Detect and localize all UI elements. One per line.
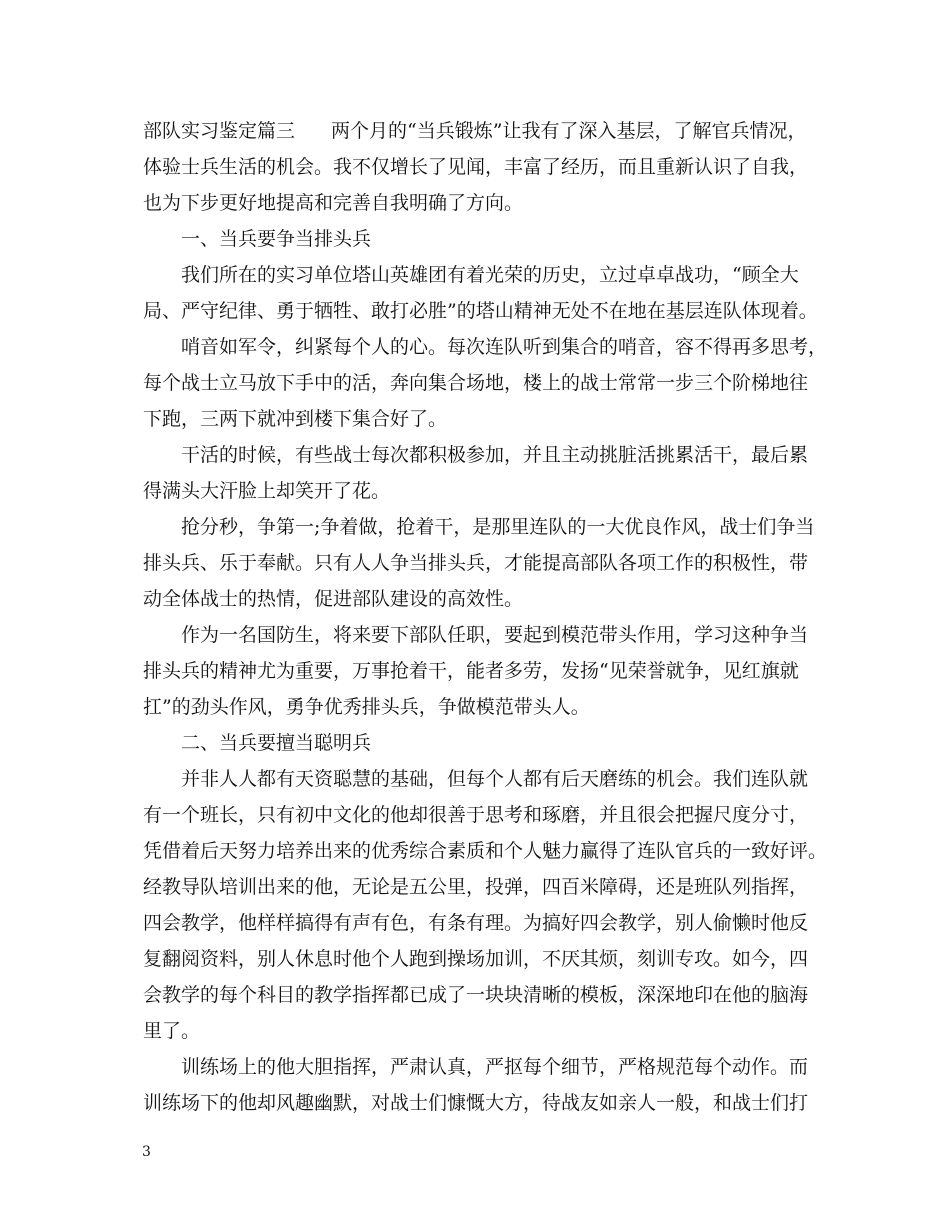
- text-line-1: [143, 119, 806, 143]
- text-line-15: 作为一名国防生，将来要下部队任职，要起到模范带头作用，学习这种争当: [181, 624, 809, 646]
- text-line-2: 体验士兵生活的机会。我不仅增长了见闻，丰富了经历，而且重新认识了自我，: [143, 156, 809, 178]
- subheading-2: 二、当兵要擅当聪明兵: [181, 732, 372, 754]
- text-line-27: 训练场上的他大胆指挥，严肃认真，严抠每个细节，严格规范每个动作。而: [181, 1056, 809, 1078]
- text-line-23: 四会教学，他样样搞得有声有色，有条有理。为搞好四会教学，别人偷懒时他反: [143, 912, 809, 934]
- text-line-5: 我们所在的实习单位塔山英雄团有着光荣的历史，立过卓卓战功，“顾全大: [181, 264, 799, 286]
- text-line-17: 扛”的劲头作风，勇争优秀排头兵，争做模范带头人。: [143, 696, 590, 718]
- text-line-9: 下跑，三两下就冲到楼下集合好了。: [143, 408, 448, 430]
- text-line-21: 凭借着后天努力培养出来的优秀综合素质和个人魅力赢得了连队官兵的一致好评。: [143, 840, 828, 862]
- text-line-13: 排头兵、乐于奉献。只有人人争当排头兵，才能提高部队各项工作的积极性，带: [143, 552, 809, 574]
- text-line-20: 有一个班长，只有初中文化的他却很善于思考和琢磨，并且很会把握尺度分寸，: [143, 804, 809, 826]
- text-line-28: 训练场下的他却风趣幽默，对战士们慷慨大方，待战友如亲人一般，和战士们打: [143, 1092, 809, 1114]
- page-number: 3: [142, 1144, 151, 1160]
- text-line-24: 复翻阅资料，别人休息时他个人跑到操场加训，不厌其烦，刻训专攻。如今，四: [143, 948, 809, 970]
- subheading-1: 一、当兵要争当排头兵: [181, 228, 372, 250]
- section-heading: 部队实习鉴定篇三: [143, 120, 296, 142]
- text-line-26: 里了。: [143, 1020, 201, 1042]
- text-line-19: 并非人人都有天资聪慧的基础，但每个人都有后天磨练的机会。我们连队就: [181, 768, 809, 790]
- text-line-8: 每个战士立马放下手中的活，奔向集合场地，楼上的战士常常一步三个阶梯地往: [143, 372, 809, 394]
- text-line-10: 干活的时候，有些战士每次都积极参加，并且主动挑脏活挑累活干，最后累: [181, 444, 809, 466]
- text-line-12: 抢分秒，争第一;争着做，抢着干，是那里连队的一大优良作风，战士们争当: [181, 516, 815, 538]
- text-line-1-body: 两个月的“当兵锻炼”让我有了深入基层，了解官兵情况，: [331, 120, 807, 142]
- text-line-14: 动全体战士的热情，促进部队建设的高效性。: [143, 588, 524, 610]
- text-line-7: 哨音如军令，纠紧每个人的心。每次连队听到集合的哨音，容不得再多思考，: [181, 336, 828, 358]
- text-line-16: 排头兵的精神尤为重要，万事抢着干，能者多劳，发扬“见荣誉就争，见红旗就: [143, 660, 799, 682]
- text-line-3: 也为下步更好地提高和完善自我明确了方向。: [143, 192, 524, 214]
- text-line-22: 经教导队培训出来的他，无论是五公里，投弹，四百米障碍，还是班队列指挥，: [143, 876, 809, 898]
- text-line-6: 局、严守纪律、勇于牺牲、敢打必胜”的塔山精神无处不在地在基层连队体现着。: [143, 300, 818, 322]
- text-line-25: 会教学的每个科目的教学指挥都已成了一块块清晰的模板，深深地印在他的脑海: [143, 984, 809, 1006]
- text-line-11: 得满头大汗脸上却笑开了花。: [143, 480, 391, 502]
